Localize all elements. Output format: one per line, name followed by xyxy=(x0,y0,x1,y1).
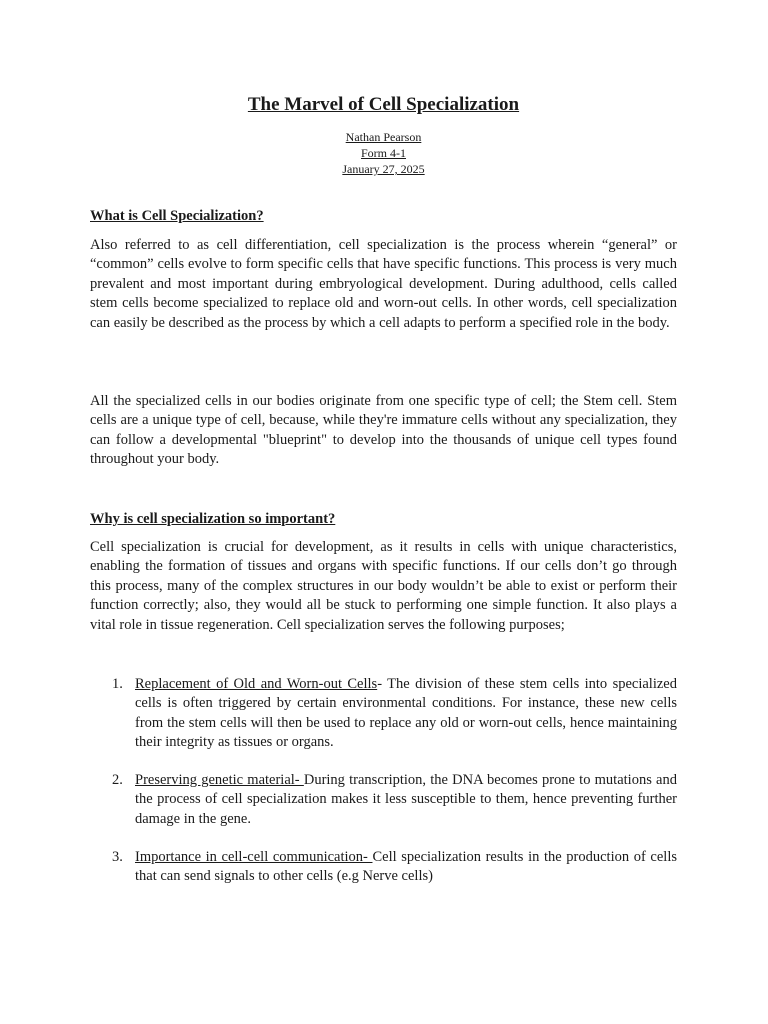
what-paragraph-1: Also referred to as cell differentiation, cell specialization is the process wherein “general” or “common” cells evolve to form specific cells that have specific functions. This process is very much prevalent and most important during embryological development. During adulthood, cells called stem cells become specialized to replace old and worn-out cells. In other words, cell specialization can easily be described as the process by which a cell adapts to perform a specified role in the body. xyxy=(90,237,677,331)
document-meta xyxy=(90,129,677,177)
section-heading-why: Why is cell specialization so important? xyxy=(90,511,336,527)
form-class: Form 4-1 xyxy=(361,146,406,160)
list-item-number: 1. xyxy=(112,676,123,692)
list-item-term: Replacement of Old and Worn-out Cells xyxy=(135,676,378,692)
document-date: January 27, 2025 xyxy=(342,162,425,176)
list-item-text: Cell specialization results in the production of cells that can send signals to other cells (e.g Nerve cells) xyxy=(135,849,678,885)
list-item-term: Preserving genetic material- xyxy=(135,772,304,788)
list-item-term: Importance in cell-cell communication- xyxy=(135,849,373,865)
document-title: The Marvel of Cell Specialization xyxy=(247,94,520,115)
section-heading-what: What is Cell Specialization? xyxy=(90,208,264,224)
author-name: Nathan Pearson xyxy=(345,130,422,144)
list-item-body xyxy=(135,675,677,753)
list-item-number: 3. xyxy=(112,849,123,865)
list-item-number: 2. xyxy=(112,772,123,788)
why-paragraph-1: Cell specialization is crucial for development, as it results in cells with unique characteristics, enabling the formation of tissues and organs with specific functions. If our cells don’t go through this process, many of the complex structures in our body wouldn’t be able to exist or perform their function correctly; also, they would all be stuck to performing one simple function. It also plays a vital role in tissue regeneration. Cell specialization serves the following purposes; xyxy=(90,539,677,633)
list-item-text: - The division of these stem cells into specialized cells is often triggered by certain environmental conditions. For instance, these new cells from the stem cells will then be used to replace any old or worn-out cells, hence maintaining their integrity as tissues or organs. xyxy=(135,676,677,751)
list-item-body xyxy=(135,848,677,887)
list-item-text: During transcription, the DNA becomes prone to mutations and the process of cell specialization makes it less susceptible to them, hence preventing further damage in the gene. xyxy=(135,772,677,827)
list-item-body xyxy=(135,771,677,829)
what-paragraph-2: All the specialized cells in our bodies originate from one specific type of cell; the Stem cell. Stem cells are a unique type of cell, because, while they're immature cells without any specialization, they can follow a developmental "blueprint" to develop into the thousands of unique cell types found throughout your body. xyxy=(90,393,677,468)
